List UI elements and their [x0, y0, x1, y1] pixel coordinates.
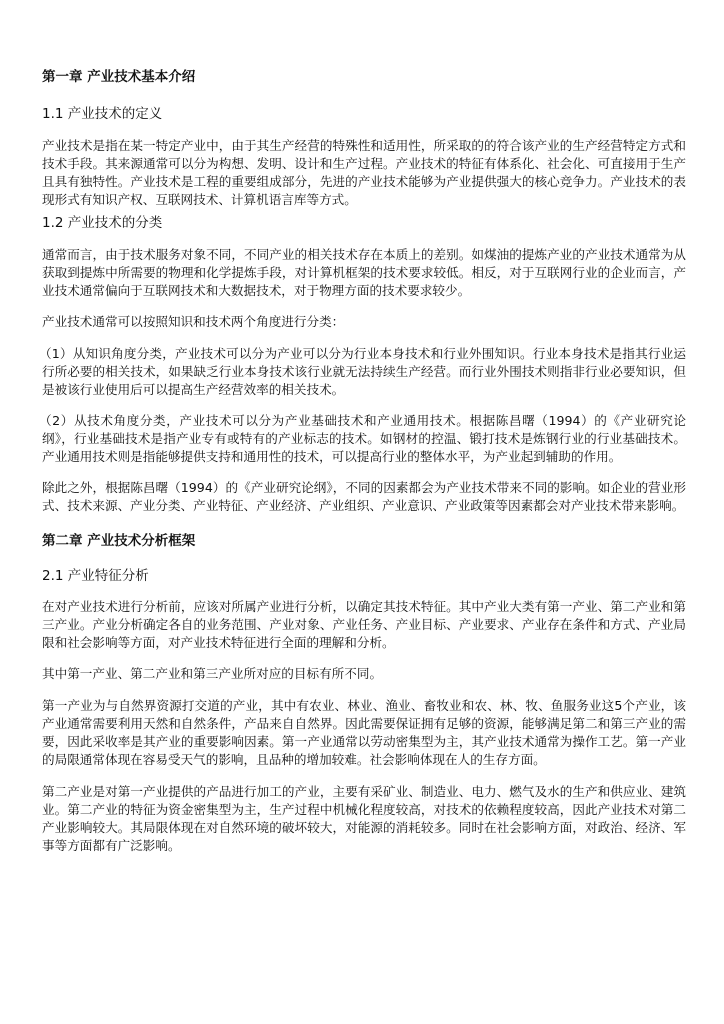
section-2-1-paragraph-2: 其中第一产业、第二产业和第三产业所对应的目标有所不同。	[42, 666, 383, 681]
section-1-2-paragraph-3: （1）从知识角度分类，产业技术可以分为产业可以分为行业本身技术和行业外围知识。行业本身技术是指其行业运行所必要的相关技术，如果缺乏行业本身技术该行业就无法持续生产经营。而行业外围技术则指非行业必要知识，但是被该行业使用后可以提高生产经营效率的相关技术。	[39, 346, 686, 397]
chapter-2-title: 第二章 产业技术分析框架	[42, 533, 196, 549]
section-1-1-paragraph-1: 产业技术是指在某一特定产业中，由于其生产经营的特殊性和适用性，所采取的的符合该产业的生产经营特定方式和技术手段。其来源通常可以分为构想、发明、设计和生产过程。产业技术的特征有体系化、社会化、可直接用于生产且具有独特性。产业技术是工程的重要组成部分，先进的产业技术能够为产业提供强大的核心竞争力。产业技术的表现形式有知识产权、互联网技术、计算机语言库等方式。	[42, 138, 686, 207]
section-1-2-paragraph-4: （2）从技术角度分类，产业技术可以分为产业基础技术和产业通用技术。根据陈昌曙（1994）的《产业研究论纲》，行业基础技术是指产业专有或特有的产业标志的技术。如钢材的控温、锻打技术是炼钢行业的行业基础技术。产业通用技术则是指能够提供支持和通用性的技术，可以提高行业的整体水平，为产业起到辅助的作用。	[39, 413, 686, 464]
section-1-2-paragraph-2: 产业技术通常可以按照知识和技术两个角度进行分类：	[42, 314, 345, 329]
chapter-1-title: 第一章 产业技术基本介绍	[42, 69, 196, 85]
section-2-1-title: 2.1 产业特征分析	[42, 568, 149, 584]
section-2-1-paragraph-1: 在对产业技术进行分析前，应该对所属产业进行分析，以确定其技术特征。其中产业大类有第一产业、第二产业和第三产业。产业分析确定各自的业务范围、产业对象、产业任务、产业目标、产业要求、产业存在条件和方式、产业局限和社会影响等方面，对产业技术特征进行全面的理解和分析。	[42, 599, 686, 650]
section-2-1-paragraph-4: 第二产业是对第一产业提供的产品进行加工的产业，主要有采矿业、制造业、电力、燃气及水的生产和供应业、建筑业。第二产业的特征为资金密集型为主，生产过程中机械化程度较高，对技术的依赖程度较高，因此产业技术对第二产业影响较大。其局限体现在对自然环境的破坏较大，对能源的消耗较多。同时在社会影响方面，对政治、经济、军事等方面都有广泛影响。	[42, 784, 686, 853]
document-page	[39, 68, 686, 855]
section-1-1-title: 1.1 产业技术的定义	[42, 106, 163, 122]
section-1-2-paragraph-1: 通常而言，由于技术服务对象不同，不同产业的相关技术存在本质上的差别。如煤油的提炼产业的产业技术通常为从获取到提炼中所需要的物理和化学提炼手段，对计算机框架的技术要求较低。相反，对于互联网行业的企业而言，产业技术通常偏向于互联网技术和大数据技术，对于物理方面的技术要求较少。	[42, 247, 686, 298]
section-2-1-paragraph-3: 第一产业为与自然界资源打交道的产业，其中有农业、林业、渔业、畜牧业和农、林、牧、鱼服务业这5个产业，该产业通常需要利用天然和自然条件，产品来自自然界。因此需要保证拥有足够的资源，能够满足第二和第三产业的需要，因此采收率是其产业的重要影响因素。第一产业通常以劳动密集型为主，其产业技术通常为操作工艺。第一产业的局限通常体现在容易受天气的影响，且品种的增加较难。社会影响体现在人的生存方面。	[42, 698, 686, 767]
section-1-2-title: 1.2 产业技术的分类	[42, 215, 163, 231]
section-1-2-paragraph-5: 除此之外，根据陈昌曙（1994）的《产业研究论纲》，不同的因素都会为产业技术带来不同的影响。如企业的营业形式、技术来源、产业分类、产业特征、产业经济、产业组织、产业意识、产业政策等因素都会对产业技术带来影响。	[42, 480, 686, 513]
